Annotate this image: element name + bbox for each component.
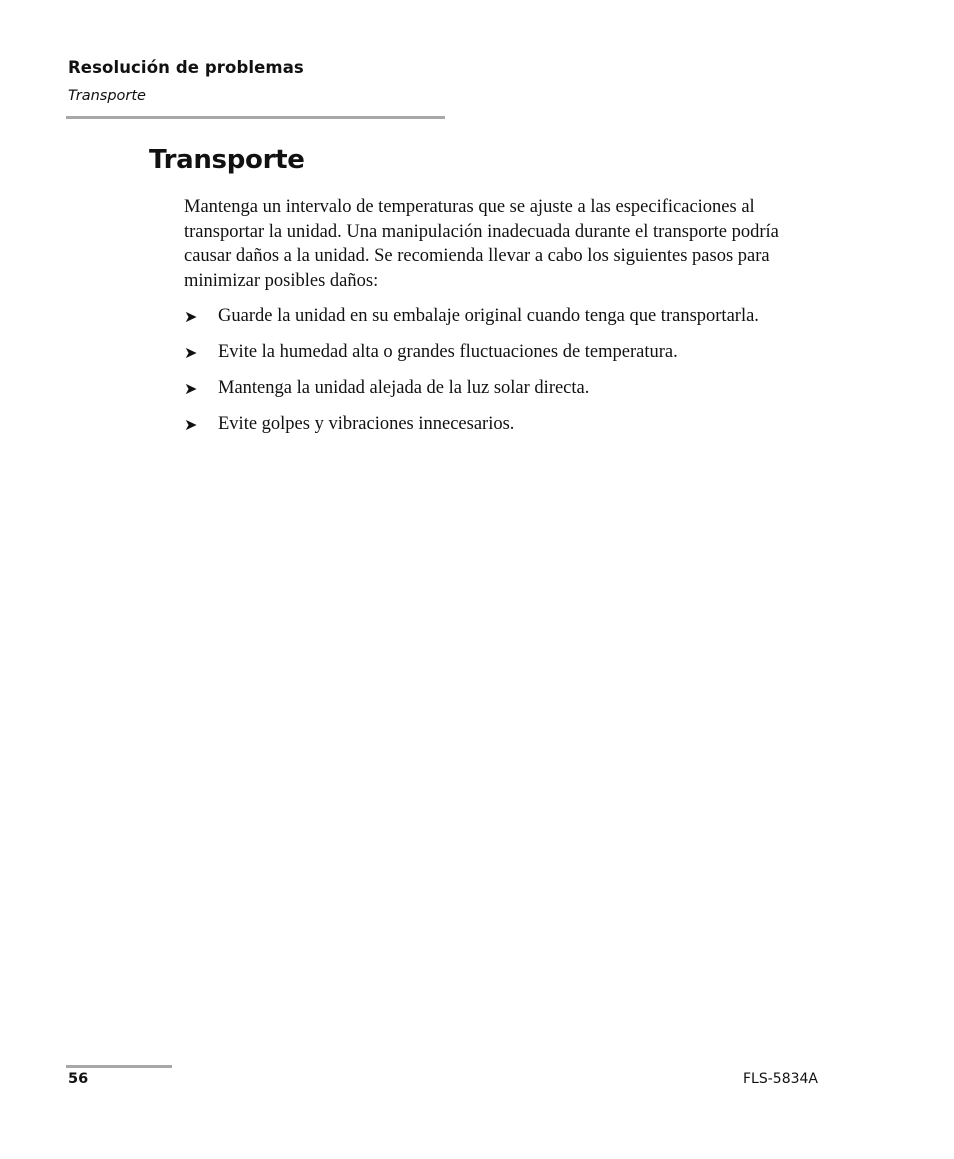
arrowhead-bullet-icon: ➤ xyxy=(184,343,198,362)
document-code: FLS-5834A xyxy=(743,1071,818,1087)
header-rule xyxy=(66,116,445,119)
section-title: Transporte xyxy=(149,145,305,175)
footer-rule xyxy=(66,1065,172,1068)
page-number: 56 xyxy=(68,1071,89,1087)
running-header-section: Transporte xyxy=(68,88,146,104)
list-item xyxy=(184,376,784,401)
list-item-text: Guarde la unidad en su embalaje original cuando tenga que transportarla. xyxy=(218,306,759,326)
list-item xyxy=(184,340,784,365)
bullet-list xyxy=(184,304,784,448)
arrowhead-bullet-icon: ➤ xyxy=(184,415,198,434)
list-item-text: Mantenga la unidad alejada de la luz solar directa. xyxy=(218,378,590,398)
arrowhead-bullet-icon: ➤ xyxy=(184,307,198,326)
arrowhead-bullet-icon: ➤ xyxy=(184,379,198,398)
running-header-chapter: Resolución de problemas xyxy=(68,58,304,77)
list-item xyxy=(184,412,784,437)
list-item-text: Evite golpes y vibraciones innecesarios. xyxy=(218,414,515,434)
list-item xyxy=(184,304,784,329)
list-item-text: Evite la humedad alta o grandes fluctuaciones de temperatura. xyxy=(218,342,678,362)
intro-paragraph: Mantenga un intervalo de temperaturas que se ajuste a las especificaciones al transportar la unidad. Una manipulación inadecuada durante el transporte podría causar daños a la unidad. Se recomienda llevar a cabo los siguientes pasos para minimizar posibles daños: xyxy=(184,197,779,291)
